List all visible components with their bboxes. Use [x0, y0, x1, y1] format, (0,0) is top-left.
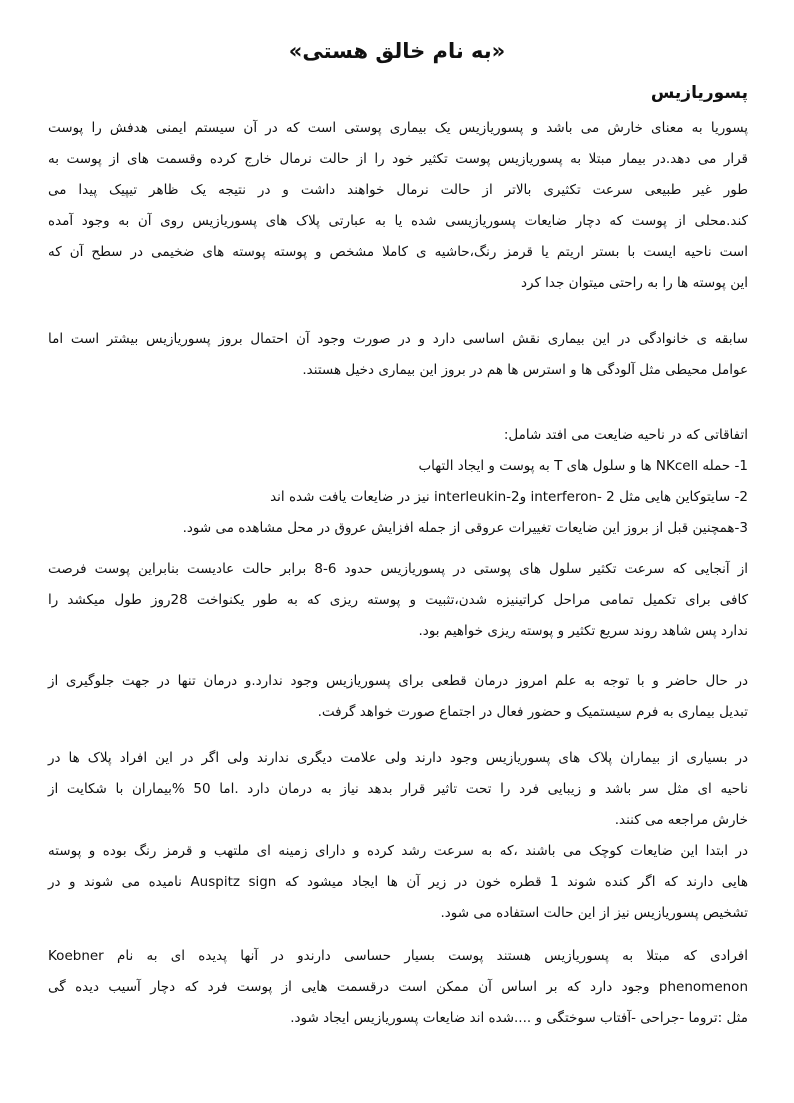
text-line: طور غیر طبیعی سرعت تکثیری بالاتر از حالت نرمال خواهند داشت و در نتیجه یک ظاهر تیپیک پیدا می — [48, 182, 748, 198]
paragraph-symptoms — [48, 743, 748, 929]
text-line: تشخیص پسوریازیس نیز از این حالت استفاده می شود. — [440, 905, 748, 921]
list-intro: اتفاقاتی که در ناحیه ضایعت می افتد شامل: — [503, 427, 748, 443]
text-line: قرار می دهد.در بیمار مبتلا به پسوریازیس پوست تکثیر خود را از حالت نرمال خارج کرده وقسمت های از پوست به — [48, 151, 748, 167]
text-line: در بسیاری از بیماران پلاک های پسوریازیس وجود دارند ولی علامت دیگری ندارند ولی اگر در این افراد پلاک ها در — [48, 750, 748, 766]
section-heading: پسوریازیس — [650, 83, 748, 103]
text-line: کند.محلی از پوست که دچار ضایعات پسوریازیسی شده یا به عبارتی پلاک های پسوریازیس روی آن به وجود آمده — [48, 213, 748, 229]
text-line: پسوریا به معنای خارش می باشد و پسوریازیس یک بیماری پوستی است که در آن سیستم ایمنی هدفش را پوست — [48, 120, 748, 136]
text-line: سابقه ی خانوادگی در این بیماری نقش اساسی دارد و در صورت وجود آن احتمال بروز پسوریازیس بیشتر است اما — [48, 331, 748, 347]
text-line: phenomenon وجود دارد که بر اساس آن ممکن است درقسمت هایی از پوست فرد که دچار آسیب دیده گی — [48, 979, 748, 995]
text-line: از آنجایی که سرعت تکثیر سلول های پوستی در پسوریازیس حدود 6-8 برابر حالت عادیست بنابراین پوست فرصت — [48, 561, 748, 577]
text-line: این پوسته ها را به راحتی میتوان جدا کرد — [521, 275, 748, 291]
paragraph-treatment — [48, 666, 748, 728]
paragraph-koebner — [48, 941, 748, 1034]
paragraph-cell-turnover — [48, 554, 748, 647]
paragraph-family-history — [48, 324, 748, 386]
page-title: «به نام خالق هستی» — [288, 39, 506, 63]
text-line: کافی برای تکمیل تمامی مراحل کراتینیزه شدن،تثبیت و پوسته ریزی که به طور یکنواخت 28روز طول میکشد را — [48, 592, 748, 608]
text-line: است ناحیه ایست با بستر اریتم یا قرمز رنگ،حاشیه ی کاملا مشخص و پوسته پوسته های ضخیمی در سطح آن که — [48, 244, 748, 260]
text-line: در ابتدا این ضایعات کوچک می باشند ،که به سرعت رشد کرده و دارای زمینه ای ملتهب و قرمز رنگ بوده و پوسته — [48, 843, 748, 859]
text-line: تبدیل بیماری به فرم سیستمیک و حضور فعال در اجتماع صورت خواهد گرفت. — [317, 704, 748, 720]
list-item: 1- حمله NKcell ها و سلول های T به پوست و ایجاد التهاب — [418, 458, 748, 474]
text-line: خارش مراجعه می کنند. — [614, 812, 748, 828]
text-line: در حال حاضر و با توجه به علم امروز درمان قطعی برای پسوریازیس وجود ندارد.و درمان تنها در جهت جلوگیری از — [48, 673, 748, 689]
text-line: عوامل محیطی مثل آلودگی ها و استرس ها هم در بروز این بیماری دخیل هستند. — [302, 362, 748, 378]
text-line: مثل :تروما -جراحی -آفتاب سوختگی و ....شده اند ضایعات پسوریازیس ایجاد شود. — [290, 1010, 748, 1026]
text-line: افرادی که مبتلا به پسوریازیس هستند پوست بسیار حساسی دارندو در آنها پدیده ای به نام Koebner — [48, 948, 748, 964]
text-line: هایی دارند که اگر کنده شوند 1 قطره خون در زیر آن ها ایجاد میشود که Auspitz sign نامیده می شوند و در — [48, 874, 748, 890]
list-item: 3-همچنین قبل از بروز این ضایعات تغییرات عروقی از جمله افزایش عروق در محل مشاهده می شود. — [182, 520, 748, 536]
list-item: 2- سایتوکاین هایی مثل interferon- 2 وinterleukin-2 نیز در ضایعات یافت شده اند — [270, 489, 748, 505]
paragraph-lesion-events — [48, 420, 748, 544]
text-line: ندارد پس شاهد روند سریع تکثیر و پوسته ریزی خواهیم بود. — [418, 623, 748, 639]
paragraph-definition — [48, 113, 748, 299]
text-line: ناحیه ای مثل سر باشد و زیبایی فرد را تحت تاثیر قرار بدهد نیاز به درمان دارد .اما 50 %بیماران با شکایت از — [48, 781, 748, 797]
